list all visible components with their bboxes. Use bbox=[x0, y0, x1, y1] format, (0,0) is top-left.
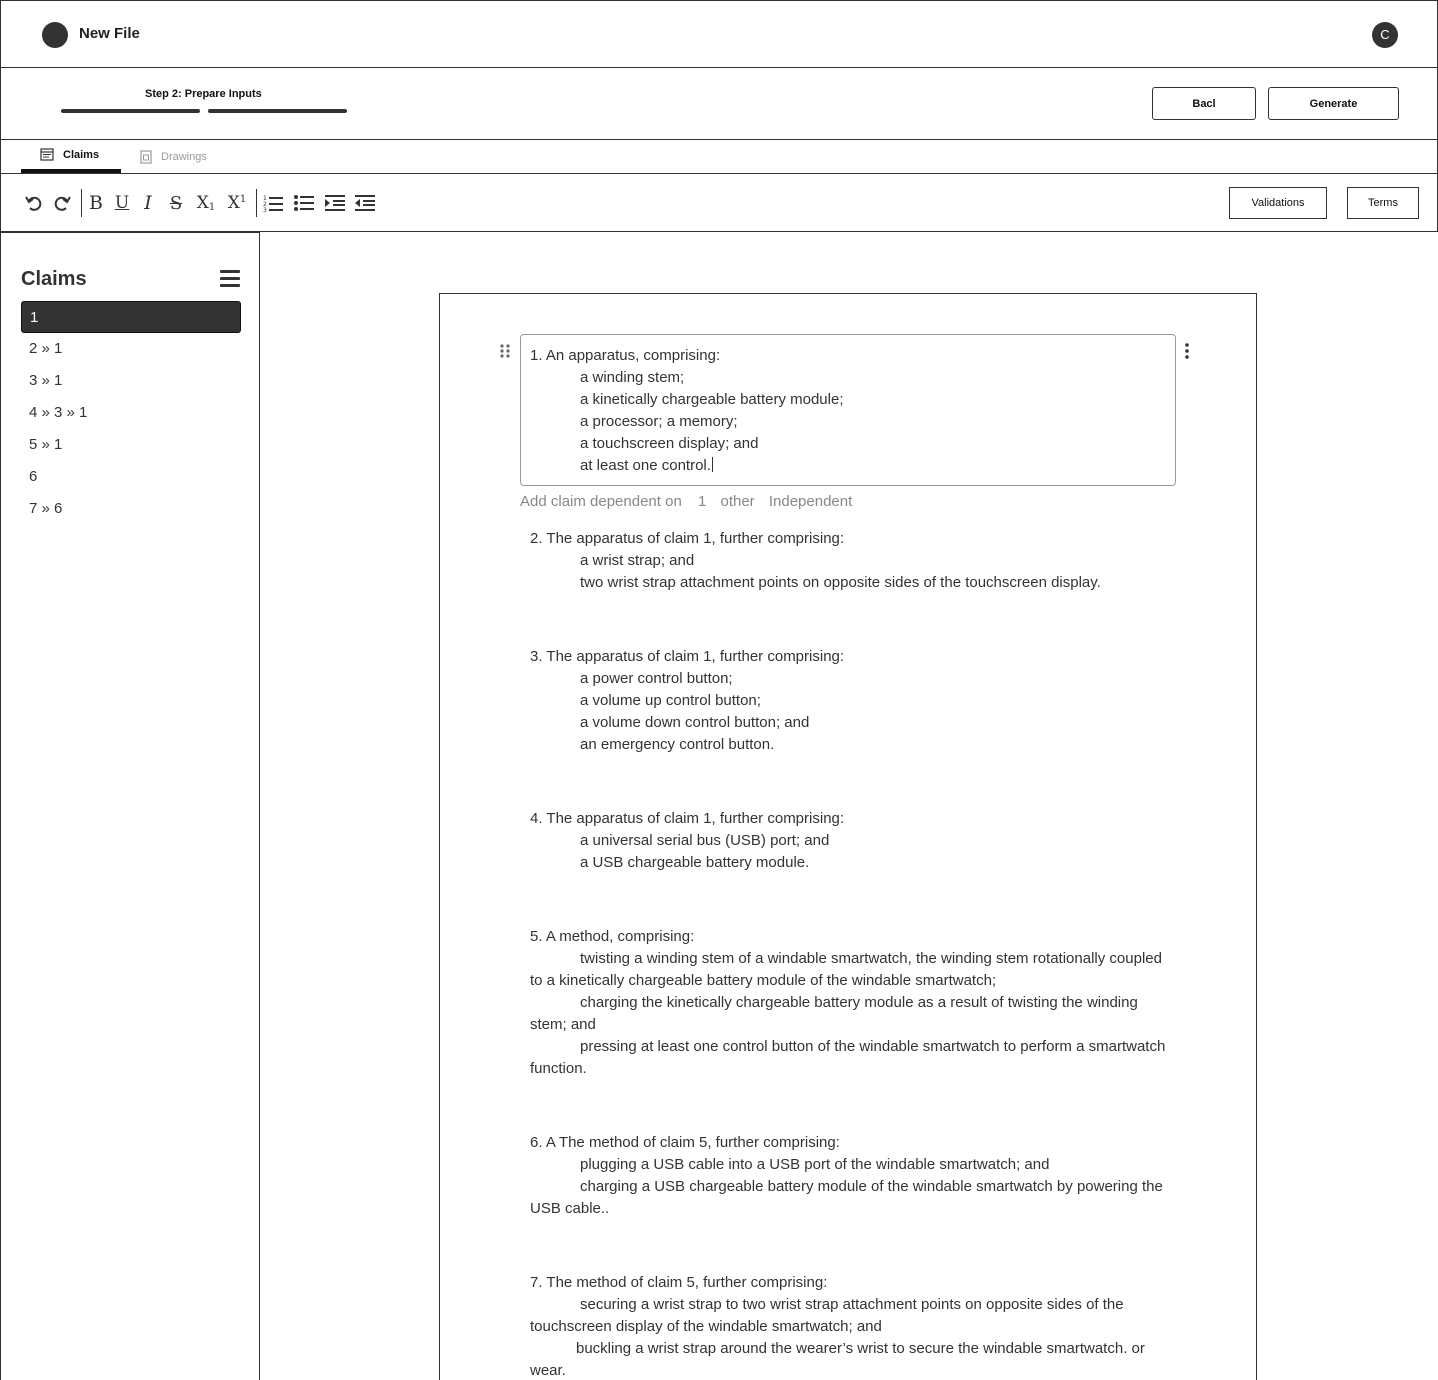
claim-text-line: a touchscreen display; and bbox=[580, 435, 759, 452]
sidebar-title: Claims bbox=[21, 268, 87, 290]
tab-drawings-label: Drawings bbox=[161, 150, 207, 163]
svg-text:2: 2 bbox=[263, 201, 267, 208]
generate-button[interactable]: Generate bbox=[1268, 87, 1399, 120]
add-claim-label: Add claim dependent on bbox=[520, 493, 682, 510]
app-header bbox=[0, 0, 1438, 68]
claim-list-item[interactable]: 4 » 3 » 1 bbox=[29, 404, 88, 421]
claim-text-paragraph: buckling a wrist strap around the wearer’s wrist to secure the windable smartwatch. or wear. bbox=[530, 1340, 1145, 1379]
claim-block[interactable] bbox=[530, 528, 1170, 594]
document-icon bbox=[140, 150, 152, 164]
claim-text-line: a USB chargeable battery module. bbox=[580, 854, 810, 871]
svg-text:1: 1 bbox=[263, 195, 267, 202]
claim-text-line bbox=[530, 455, 1166, 477]
back-button[interactable]: Bacl bbox=[1152, 87, 1256, 120]
claim-block[interactable] bbox=[530, 1272, 1170, 1380]
claim-block[interactable] bbox=[530, 1132, 1170, 1220]
main-area bbox=[260, 232, 1438, 1380]
claim-text-line: a kinetically chargeable battery module; bbox=[580, 391, 844, 408]
undo-icon[interactable] bbox=[22, 191, 46, 215]
claim-text-paragraph: plugging a USB cable into a USB port of the windable smartwatch; and bbox=[580, 1156, 1050, 1173]
add-dependent-other-link[interactable]: other bbox=[720, 493, 755, 510]
toolbar-separator bbox=[81, 189, 82, 217]
bullet-list-icon[interactable] bbox=[292, 191, 316, 215]
more-options-icon[interactable] bbox=[1183, 343, 1191, 359]
claim-text-line: two wrist strap attachment points on opposite sides of the touchscreen display. bbox=[580, 574, 1101, 591]
drag-handle-icon[interactable] bbox=[499, 344, 511, 358]
redo-icon[interactable] bbox=[50, 191, 74, 215]
claim-text-line: a power control button; bbox=[580, 670, 733, 687]
tab-bar bbox=[0, 140, 1438, 174]
claim-block[interactable] bbox=[530, 926, 1170, 1080]
outdent-icon[interactable] bbox=[353, 191, 377, 215]
claim-list-item[interactable]: 7 » 6 bbox=[29, 500, 63, 517]
format-toolbar bbox=[0, 174, 1438, 232]
claim-text-line: 5. A method, comprising: bbox=[530, 928, 695, 945]
superscript-icon[interactable]: X 1 bbox=[227, 193, 247, 213]
italic-icon[interactable]: I bbox=[144, 192, 152, 214]
claim-text-line: a winding stem; bbox=[580, 369, 685, 386]
claims-document bbox=[439, 293, 1257, 1380]
tab-claims[interactable] bbox=[21, 140, 121, 173]
claim-text-paragraph: charging the kinetically chargeable battery module as a result of twisting the winding stem; and bbox=[530, 994, 1138, 1033]
file-title: New File bbox=[79, 25, 140, 42]
tab-drawings[interactable] bbox=[140, 140, 230, 173]
add-dependent-on-1-link[interactable]: 1 bbox=[697, 493, 707, 510]
text-cursor bbox=[712, 457, 713, 472]
ordered-list-icon[interactable] bbox=[261, 191, 285, 215]
claim-text: at least one control. bbox=[580, 457, 711, 474]
claim-list bbox=[21, 301, 241, 525]
svg-text:3: 3 bbox=[263, 207, 267, 212]
claim-block[interactable] bbox=[530, 646, 1170, 756]
claim-list-item[interactable]: 6 bbox=[29, 468, 38, 485]
underline-icon[interactable]: U bbox=[114, 193, 130, 213]
claim-block[interactable] bbox=[530, 808, 1170, 874]
toolbar-separator bbox=[256, 189, 257, 217]
claim-text-paragraph: charging a USB chargeable battery module of the windable smartwatch by powering the USB cable.. bbox=[530, 1178, 1163, 1217]
user-avatar[interactable]: C bbox=[1372, 22, 1398, 48]
claim-text-line: 1. An apparatus, comprising: bbox=[530, 347, 721, 364]
menu-icon[interactable] bbox=[220, 270, 242, 290]
claim-list-item[interactable]: 2 » 1 bbox=[29, 340, 63, 357]
step-bar bbox=[0, 67, 1438, 140]
claim-text-line: 3. The apparatus of claim 1, further comprising: bbox=[530, 648, 845, 665]
step-progress-1 bbox=[61, 109, 200, 113]
claim-text-line: a processor; a memory; bbox=[580, 413, 738, 430]
subscript-icon[interactable]: X 1 bbox=[196, 193, 216, 213]
claim-text-line: a volume down control button; and bbox=[580, 714, 810, 731]
claim-editor[interactable] bbox=[520, 334, 1176, 486]
indent-icon[interactable] bbox=[323, 191, 347, 215]
claim-text-line: a wrist strap; and bbox=[580, 552, 695, 569]
calendar-icon bbox=[40, 148, 54, 161]
step-label: Step 2: Prepare Inputs bbox=[145, 88, 262, 100]
claims-sidebar bbox=[0, 232, 260, 1380]
bold-icon[interactable]: B bbox=[89, 192, 103, 214]
step-progress-2 bbox=[208, 109, 347, 113]
claim-text-line: a universal serial bus (USB) port; and bbox=[580, 832, 830, 849]
claim-text-line: 7. The method of claim 5, further comprising: bbox=[530, 1274, 828, 1291]
claim-text-line: 4. The apparatus of claim 1, further comprising: bbox=[530, 810, 845, 827]
claim-text-line: a volume up control button; bbox=[580, 692, 761, 709]
add-independent-link[interactable]: Independent bbox=[768, 493, 853, 510]
strikethrough-icon[interactable]: S bbox=[169, 192, 183, 214]
claim-text-paragraph: securing a wrist strap to two wrist strap attachment points on opposite sides of the touchscreen display of the windable smartwatch; and bbox=[530, 1296, 1124, 1335]
claim-list-item[interactable]: 3 » 1 bbox=[29, 372, 63, 389]
claim-text-line: 6. A The method of claim 5, further comprising: bbox=[530, 1134, 840, 1151]
claim-text-line: an emergency control button. bbox=[580, 736, 775, 753]
add-claim-row bbox=[520, 493, 862, 510]
terms-button[interactable]: Terms bbox=[1347, 187, 1419, 219]
tab-claims-label: Claims bbox=[63, 148, 100, 161]
claim-text-paragraph: twisting a winding stem of a windable smartwatch, the winding stem rotationally coupled to a kinetically chargeable battery module of the windable smartwatch; bbox=[530, 950, 1162, 989]
claim-text-line: 2. The apparatus of claim 1, further comprising: bbox=[530, 530, 845, 547]
claim-text-paragraph: pressing at least one control button of the windable smartwatch to perform a smartwatch function. bbox=[530, 1038, 1166, 1077]
claim-list-item[interactable]: 1 bbox=[21, 301, 241, 333]
claim-list-item[interactable]: 5 » 1 bbox=[29, 436, 63, 453]
app-logo[interactable] bbox=[42, 22, 68, 48]
validations-button[interactable]: Validations bbox=[1229, 187, 1327, 219]
